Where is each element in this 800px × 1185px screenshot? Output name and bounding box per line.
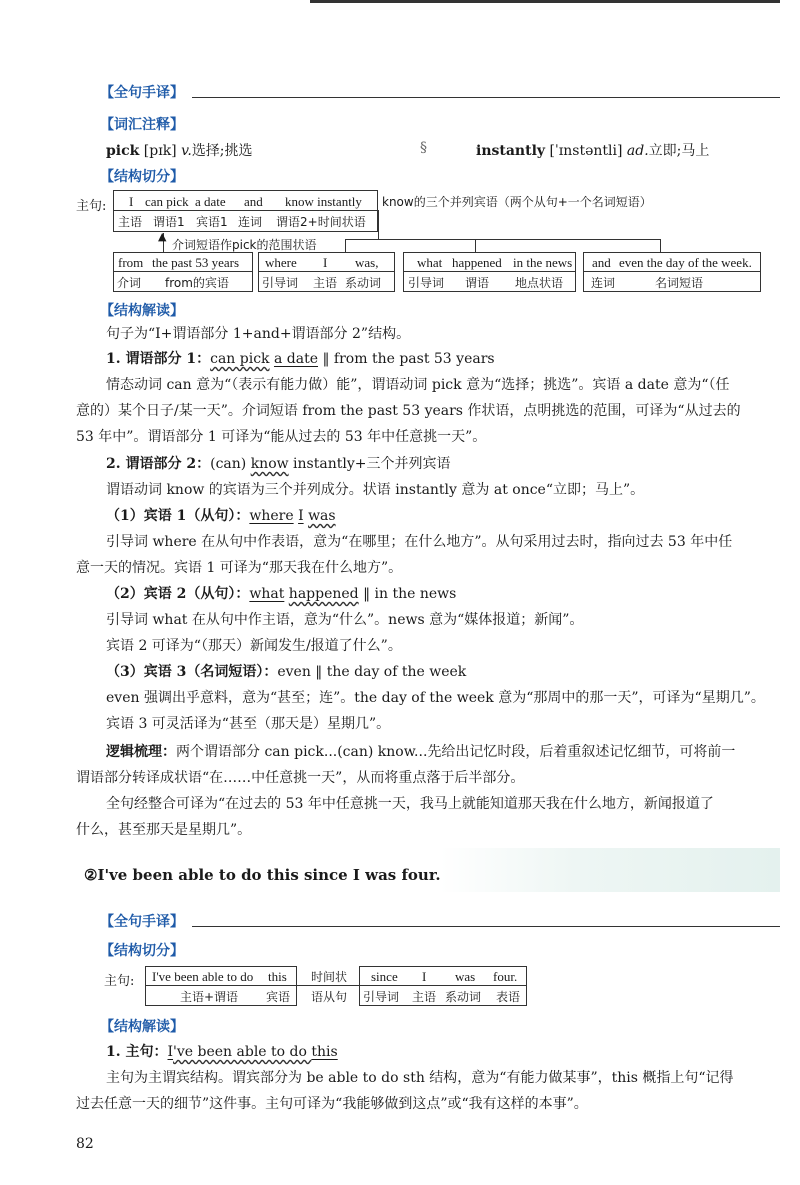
divider <box>583 271 761 272</box>
paragraph: 谓语部分转译成状语“在……中任意挑一天”，从而将重点落于后半部分。 <box>76 770 525 786</box>
paragraph: 引导词 where 在从句中作表语，意为“在哪里；在什么地方”。从句采用过去时，指向过去 53 年中任 <box>106 534 733 550</box>
phrase-even-day: even the day of the week. <box>619 255 752 270</box>
role-noun-phrase: 名词短语 <box>655 276 704 290</box>
phrase-since: since <box>371 969 398 984</box>
phrase-past-years: the past 53 years <box>152 255 240 270</box>
paragraph: 宾语 3 可灵活译为“甚至（那天是）星期几”。 <box>106 716 391 732</box>
phrase-object1: a date <box>195 194 226 209</box>
role-place-adverbial: 地点状语 <box>515 276 564 290</box>
role-from-object: from的宾语 <box>165 276 229 290</box>
object3-heading <box>106 660 466 685</box>
heading-label: 1. 主句： <box>106 1044 168 1060</box>
divider <box>113 210 378 211</box>
wavy-phrase: can pick <box>210 351 270 367</box>
phrase-was: was, <box>355 255 379 270</box>
wavy-phrase: was <box>308 508 336 524</box>
phrase-verb2: know instantly <box>285 194 362 209</box>
phrase-and: and <box>592 255 611 270</box>
paragraph: 情态动词 can 意为“（表示有能力做）能”，谓语动词 pick 意为“选择；挑选”。宾语 a date 意为“（任 <box>106 377 730 393</box>
phrase-four: four. <box>493 969 518 984</box>
phrase-happened: happened <box>452 255 502 270</box>
plain-text: (can) <box>210 456 251 472</box>
role-object1: 宾语1 <box>196 215 228 229</box>
phrase-where: where <box>265 255 297 270</box>
underlined-phrase: this <box>311 1044 338 1060</box>
plain-text: instantly+三个并列宾语 <box>288 456 451 472</box>
phrase-from: from <box>118 255 144 270</box>
logic-label: 逻辑梳理： <box>106 744 176 760</box>
role-linking-verb: 系动词 <box>345 276 382 290</box>
paragraph: 谓语动词 know 的宾语为三个并列成分。状语 instantly 意为 at once“立即；马上”。 <box>106 482 645 498</box>
know-objects-note: know的三个并列宾语（两个从句+一个名词短语） <box>382 195 652 209</box>
connector <box>378 210 379 240</box>
main-clause-label: 主句: <box>104 974 135 989</box>
role-conj: 连词 <box>238 215 263 229</box>
full-translation-heading: 【全句手译】 <box>100 914 184 930</box>
paragraph: 53 年中”。谓语部分 1 可译为“能从过去的 53 年中任意挑一天”。 <box>76 429 487 445</box>
phrase-subject: I <box>129 194 134 209</box>
role-verb1: 谓语1 <box>153 215 185 229</box>
full-translation-heading: 【全句手译】 <box>100 85 184 101</box>
object2-heading <box>106 582 456 607</box>
underlined-phrase: where <box>249 508 294 524</box>
phrase-this: this <box>268 969 287 984</box>
divider <box>113 271 253 272</box>
structure-read-heading: 【结构解读】 <box>100 303 184 319</box>
paragraph: 宾语 2 可译为“（那天）新闻发生/报道了什么”。 <box>106 638 402 654</box>
paragraph: 引导词 what 在从句中作主语，意为“什么”。news 意为“媒体报道；新闻”。 <box>106 612 584 628</box>
intro-text: 句子为“I+谓语部分 1+and+谓语部分 2”结构。 <box>106 326 411 342</box>
heading-label: （2）宾语 2（从句）： <box>106 586 250 602</box>
underlined-phrase: I <box>298 508 304 524</box>
underlined-phrase: what <box>249 586 285 602</box>
paragraph: 主句为主谓宾结构。谓宾部分为 be able to do sth 结构，意为“有能力做某事”，this 概指上句“记得 <box>106 1070 734 1086</box>
connector <box>345 239 346 253</box>
sentence-banner-bg <box>440 848 780 892</box>
translation-blank-line[interactable] <box>192 97 780 98</box>
heading-label: （1）宾语 1（从句）： <box>106 508 250 524</box>
vocab-def: 选择;挑选 <box>191 143 253 159</box>
underlined-phrase: I <box>167 1044 174 1060</box>
role-predicative: 表语 <box>496 990 521 1004</box>
phrase-conj: and <box>244 194 263 209</box>
role-subject: 主语 <box>118 215 143 229</box>
wavy-phrase: know <box>250 456 289 472</box>
role-subject: 主语 <box>313 276 338 290</box>
role-conj: 连词 <box>591 276 616 290</box>
plain-text: ‖ from the past 53 years <box>318 351 495 367</box>
role-linking-verb: 系动词 <box>445 990 482 1004</box>
role-subject: 主语 <box>412 990 437 1004</box>
wavy-phrase: 've been able to do <box>173 1044 312 1060</box>
vocab-word: pick <box>106 143 140 159</box>
phrase-ive-been-able: I've been able to do <box>152 969 254 984</box>
heading-label: 1. 谓语部分 1： <box>106 351 211 367</box>
vocab-entry-pick <box>106 140 253 160</box>
underlined-phrase: a date <box>273 351 319 367</box>
time-clause-label-top: 时间状 <box>311 970 348 984</box>
vocab-word: instantly <box>476 143 546 159</box>
vocab-def: 立即;马上 <box>648 143 710 159</box>
main-clause-label: 主句: <box>76 199 107 214</box>
section-marker: § <box>420 140 427 156</box>
connector <box>660 239 661 253</box>
object1-heading <box>106 504 336 529</box>
connector <box>345 239 660 240</box>
phrase-was: was <box>455 969 476 984</box>
plain-text: ‖ in the news <box>358 586 457 602</box>
divider <box>403 271 576 272</box>
structure-cut-heading: 【结构切分】 <box>100 169 184 185</box>
role-prep: 介词 <box>117 276 142 290</box>
paragraph: even 强调出乎意料，意为“甚至；连”。the day of the week 意为“那周中的那一天”，可译为“星期几”。 <box>106 690 765 706</box>
role-verb2: 谓语2+时间状语 <box>276 215 366 229</box>
divider <box>145 985 297 986</box>
heading-label: 2. 谓语部分 2： <box>106 456 211 472</box>
divider <box>258 271 395 272</box>
vocab-phonetic: [pɪk] <box>143 143 177 159</box>
divider <box>359 985 527 986</box>
vocab-heading: 【词汇注释】 <box>100 117 184 133</box>
paragraph: 意一天的情况。宾语 1 可译为“那天我在什么地方”。 <box>76 560 403 576</box>
phrase-i: I <box>422 969 427 984</box>
plain-text: 两个谓语部分 can pick...(can) know...先给出记忆时段，后着重叙述记忆细节，可将前一 <box>176 744 736 760</box>
translation-blank-line[interactable] <box>192 926 780 927</box>
paragraph: 意的）某个日子/某一天”。介词短语 from the past 53 years 作状语，点明挑选的范围，可译为“从过去的 <box>76 403 741 419</box>
structure-read-heading: 【结构解读】 <box>100 1019 184 1035</box>
plain-text: even <box>277 664 311 680</box>
role-introducer: 引导词 <box>408 276 445 290</box>
top-rule <box>310 0 780 3</box>
phrase-what: what <box>417 255 443 270</box>
plain-text: ‖ the day of the week <box>310 664 467 680</box>
logic-paragraph <box>106 740 735 765</box>
role-subject-predicate: 主语+谓语 <box>180 990 239 1004</box>
wavy-phrase: happened <box>288 586 359 602</box>
connector <box>297 985 359 986</box>
phrase-verb1: can pick <box>145 194 189 209</box>
sentence2-title: ②I've been able to do this since I was four. <box>84 866 441 884</box>
vocab-entry-instantly <box>476 140 709 160</box>
phrase-in-news: in the news <box>513 255 573 270</box>
connector <box>475 239 476 253</box>
arrow-up-icon: ▲ <box>158 230 167 243</box>
predicate2-heading <box>106 452 450 477</box>
pp-adverbial-note: 介词短语作pick的范围状语 <box>172 238 317 252</box>
phrase-i: I <box>323 255 328 270</box>
role-object: 宾语 <box>266 990 291 1004</box>
vocab-pos: ad. <box>626 143 649 159</box>
role-introducer: 引导词 <box>262 276 299 290</box>
paragraph: 过去任意一天的细节”这件事。主句可译为“我能够做到这点”或“我有这样的本事”。 <box>76 1096 588 1112</box>
paragraph: 全句经整合可译为“在过去的 53 年中任意挑一天，我马上就能知道那天我在什么地方，新闻报道了 <box>106 796 714 812</box>
role-predicate: 谓语 <box>465 276 490 290</box>
paragraph: 什么，甚至那天是星期几”。 <box>76 822 252 838</box>
predicate1-heading <box>106 347 495 372</box>
page-number: 82 <box>76 1136 94 1152</box>
vocab-pos: v. <box>181 143 192 159</box>
main-clause-heading <box>106 1040 338 1065</box>
vocab-phonetic: [ˈɪnstəntli] <box>549 143 623 159</box>
role-introducer: 引导词 <box>363 990 400 1004</box>
structure-cut-heading: 【结构切分】 <box>100 943 184 959</box>
heading-label: （3）宾语 3（名词短语）： <box>106 664 278 680</box>
time-clause-label-bottom: 语从句 <box>311 990 348 1004</box>
